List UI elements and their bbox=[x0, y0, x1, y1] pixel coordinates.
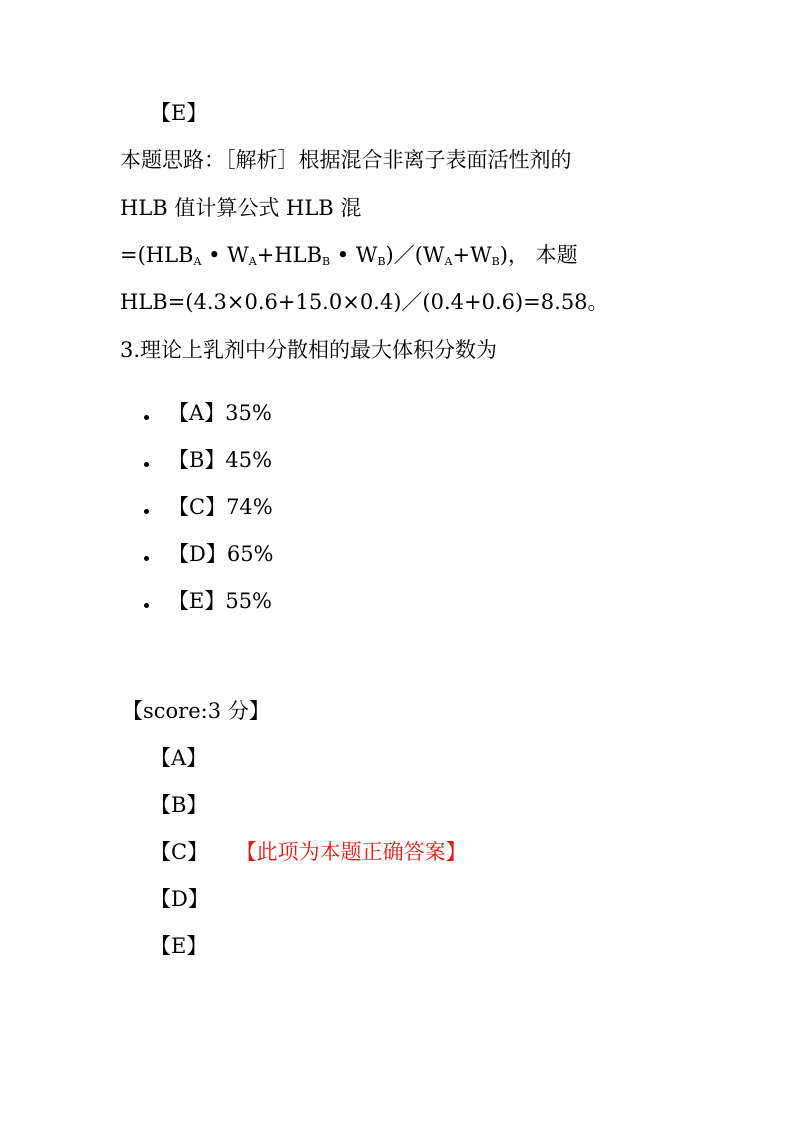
answer-label: 【B】 bbox=[150, 793, 208, 817]
option-label: 【A】35% bbox=[168, 401, 272, 425]
formula-subscript: B bbox=[377, 255, 386, 268]
formula-subscript: B bbox=[491, 255, 500, 268]
option-item[interactable] bbox=[140, 492, 274, 539]
formula-subscript: A bbox=[444, 255, 453, 268]
option-label: 【B】45% bbox=[168, 448, 273, 472]
answer-choice bbox=[150, 884, 467, 931]
formula-part: =(HLB bbox=[120, 243, 194, 267]
formula-part: • W bbox=[330, 243, 378, 267]
explanation-line-3 bbox=[120, 240, 578, 277]
formula-subscript: A bbox=[193, 255, 202, 268]
answer-choice bbox=[150, 837, 467, 884]
answer-label: 【A】 bbox=[150, 746, 208, 770]
formula-part: +HLB bbox=[256, 243, 323, 267]
bullet-icon bbox=[144, 603, 149, 608]
option-item[interactable] bbox=[140, 445, 274, 492]
option-list bbox=[140, 398, 274, 633]
answer-choice bbox=[150, 931, 467, 978]
formula-part: )， 本题 bbox=[499, 243, 578, 267]
formula-subscript: B bbox=[322, 255, 331, 268]
answer-label: 【D】 bbox=[150, 887, 209, 911]
question-text: 3.理论上乳剂中分散相的最大体积分数为 bbox=[120, 338, 498, 362]
formula-part: +W bbox=[452, 243, 492, 267]
option-label: 【C】74% bbox=[168, 495, 273, 519]
bullet-icon bbox=[144, 509, 149, 514]
answer-label: 【E】 bbox=[150, 934, 208, 958]
option-item[interactable] bbox=[140, 586, 274, 633]
option-label: 【D】65% bbox=[168, 542, 274, 566]
explanation-line-1: 本题思路：［解析］根据混合非离子表面活性剂的 bbox=[120, 148, 572, 172]
option-label: 【E】55% bbox=[168, 589, 273, 613]
option-item[interactable] bbox=[140, 539, 274, 586]
answer-label: 【C】 bbox=[150, 840, 209, 864]
bullet-icon bbox=[144, 556, 149, 561]
option-item[interactable] bbox=[140, 398, 274, 445]
correct-answer-tag: 【此项为本题正确答案】 bbox=[246, 840, 467, 864]
answer-list bbox=[150, 743, 467, 978]
answer-choice bbox=[150, 790, 467, 837]
formula-part: • W bbox=[201, 243, 249, 267]
formula-subscript: A bbox=[248, 255, 257, 268]
explanation-line-4: HLB=(4.3×0.6+15.0×0.4)／(0.4+0.6)=8.58。 bbox=[120, 290, 609, 314]
bullet-icon bbox=[144, 462, 149, 467]
previous-answer-label: 【E】 bbox=[150, 101, 208, 125]
bullet-icon bbox=[144, 415, 149, 420]
answer-choice bbox=[150, 743, 467, 790]
formula-part: )／(W bbox=[385, 243, 445, 267]
explanation-line-2: HLB 值计算公式 HLB 混 bbox=[120, 196, 362, 220]
score-label: 【score:3 分】 bbox=[122, 699, 270, 723]
